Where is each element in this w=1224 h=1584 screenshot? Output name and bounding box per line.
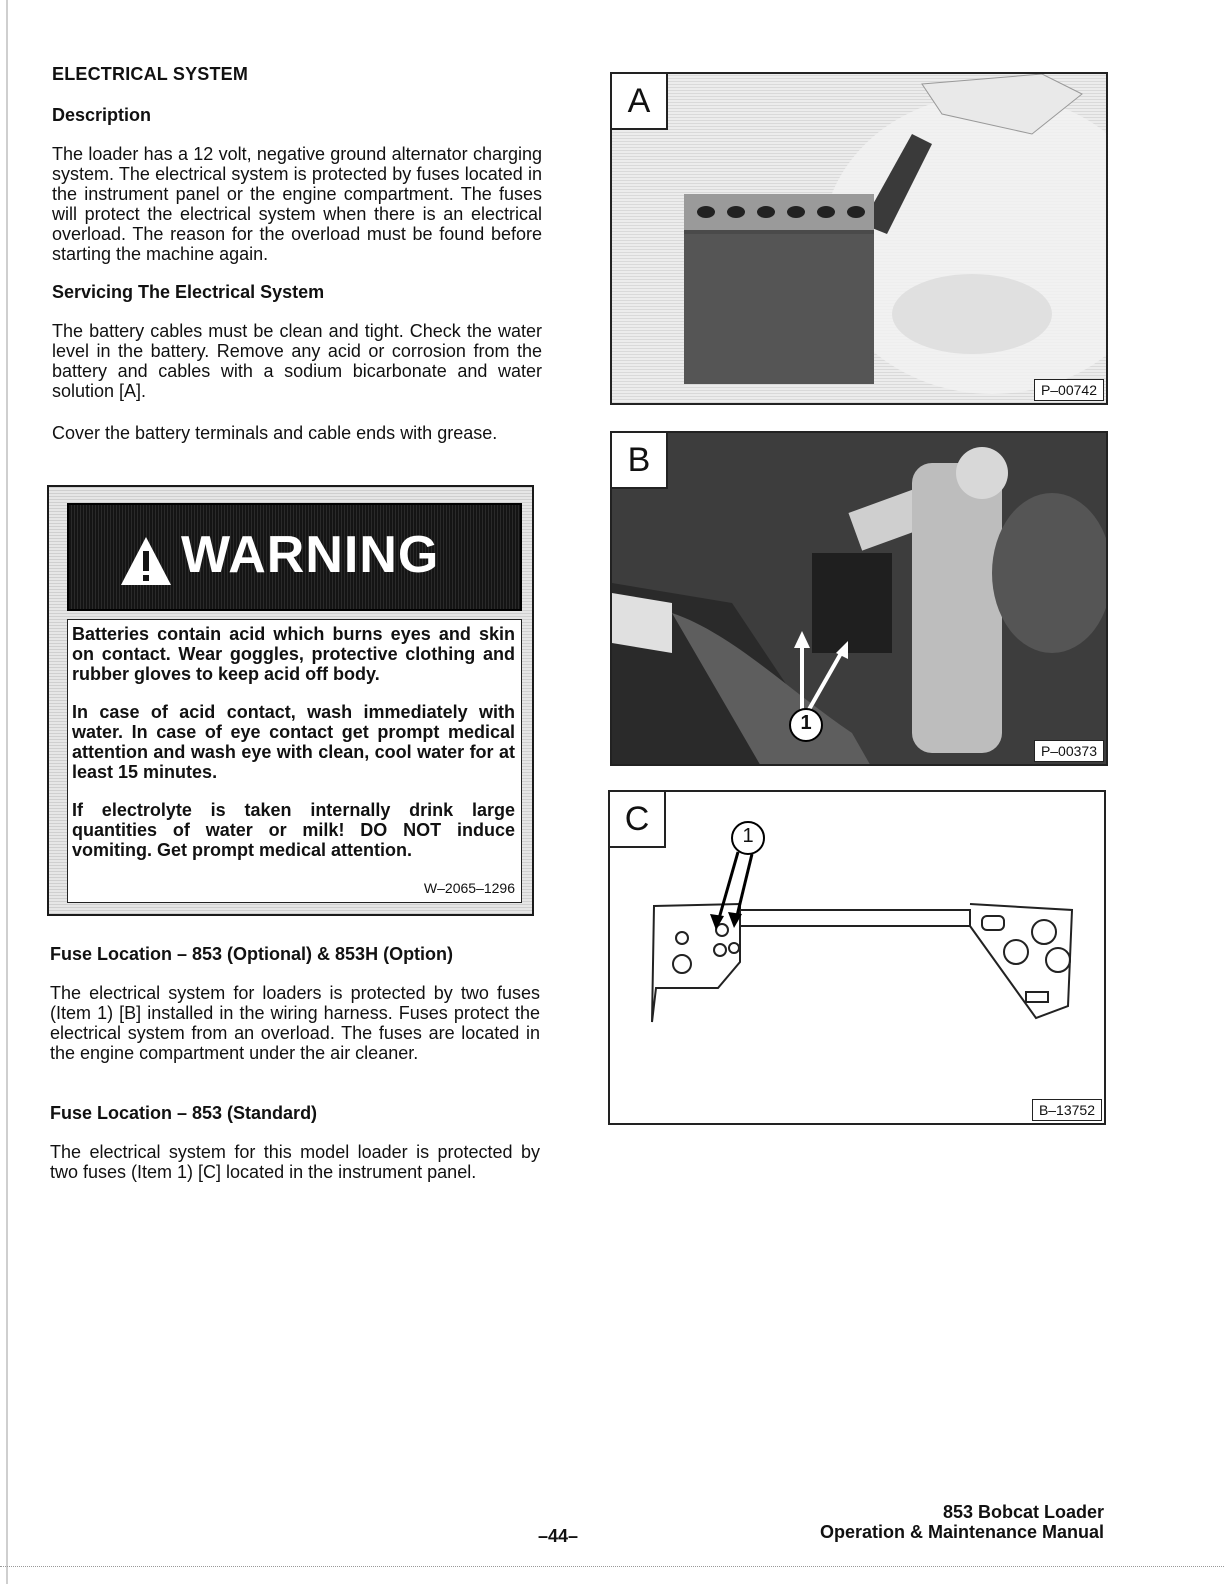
figure-code: P–00373 (1034, 740, 1104, 762)
warning-body (67, 619, 522, 903)
callout-number: 1 (800, 712, 812, 734)
left-column (52, 64, 542, 465)
section-heading: ELECTRICAL SYSTEM (52, 64, 249, 84)
figure-code: P–00742 (1034, 379, 1104, 401)
fuse-optional-section (50, 944, 540, 1085)
page-number: –44– (538, 1526, 579, 1546)
page-edge-bottom (0, 1566, 1224, 1568)
engine-photo-illustration (612, 433, 1108, 766)
page-edge (6, 0, 8, 1584)
servicing-text: The battery cables must be clean and tight. Check the water level in the battery. Remove any acid or corrosion from the battery and cables with a sodium bicarbonate and water solution [A]. (52, 321, 542, 401)
figure-label: B (612, 433, 668, 489)
battery-photo-illustration (612, 74, 1108, 405)
fuse-optional-title: Fuse Location – 853 (Optional) & 853H (Option) (50, 944, 454, 964)
manual-title (820, 1502, 1104, 1542)
figure-code: B–13752 (1032, 1099, 1102, 1121)
figure-a-battery-photo (610, 72, 1108, 405)
description-title: Description (52, 105, 152, 125)
warning-paragraph: In case of acid contact, wash immediately with water. In case of eye contact get prompt medical attention and wash eye with clean, cool water for at least 15 minutes. (72, 702, 515, 782)
manual-title-line1: 853 Bobcat Loader (942, 1502, 1104, 1522)
figure-label: A (612, 74, 668, 130)
warning-banner (67, 503, 522, 611)
fuse-standard-section (50, 1103, 540, 1204)
fuse-standard-title: Fuse Location – 853 (Standard) (50, 1103, 318, 1123)
figure-b-engine-photo (610, 431, 1108, 766)
warning-triangle-icon (119, 535, 173, 587)
callout-number: 1 (742, 825, 754, 847)
warning-box (47, 485, 534, 916)
instrument-panel-illustration (610, 792, 1106, 1125)
figure-c-instrument-panel-drawing (608, 790, 1106, 1125)
warning-code: W–2065–1296 (423, 880, 515, 896)
servicing-title: Servicing The Electrical System (52, 282, 325, 302)
fuse-standard-text: The electrical system for this model loader is protected by two fuses (Item 1) [C] located in the instrument panel. (50, 1142, 540, 1182)
warning-title: WARNING (181, 526, 440, 584)
servicing-grease-text: Cover the battery terminals and cable ends with grease. (52, 423, 498, 443)
figure-label: C (610, 792, 666, 848)
fuse-optional-text: The electrical system for loaders is protected by two fuses (Item 1) [B] installed in the wiring harness. Fuses protect the electrical system from an overload. The fuses are located in the engine compartment under the air cleaner. (50, 983, 540, 1063)
description-text: The loader has a 12 volt, negative ground alternator charging system. The electrical system is protected by fuses located in the instrument panel or the engine compartment. The fuses will protect the electrical system when there is an electrical overload. The reason for the overload must be found before starting the machine again. (52, 144, 542, 264)
manual-title-line2: Operation & Maintenance Manual (819, 1522, 1104, 1542)
warning-paragraph: Batteries contain acid which burns eyes and skin on contact. Wear goggles, protective clothing and rubber gloves to keep acid off body. (72, 624, 515, 684)
warning-paragraph: If electrolyte is taken internally drink large quantities of water or milk! DO NOT induce vomiting. Get prompt medical attention. (72, 800, 515, 860)
